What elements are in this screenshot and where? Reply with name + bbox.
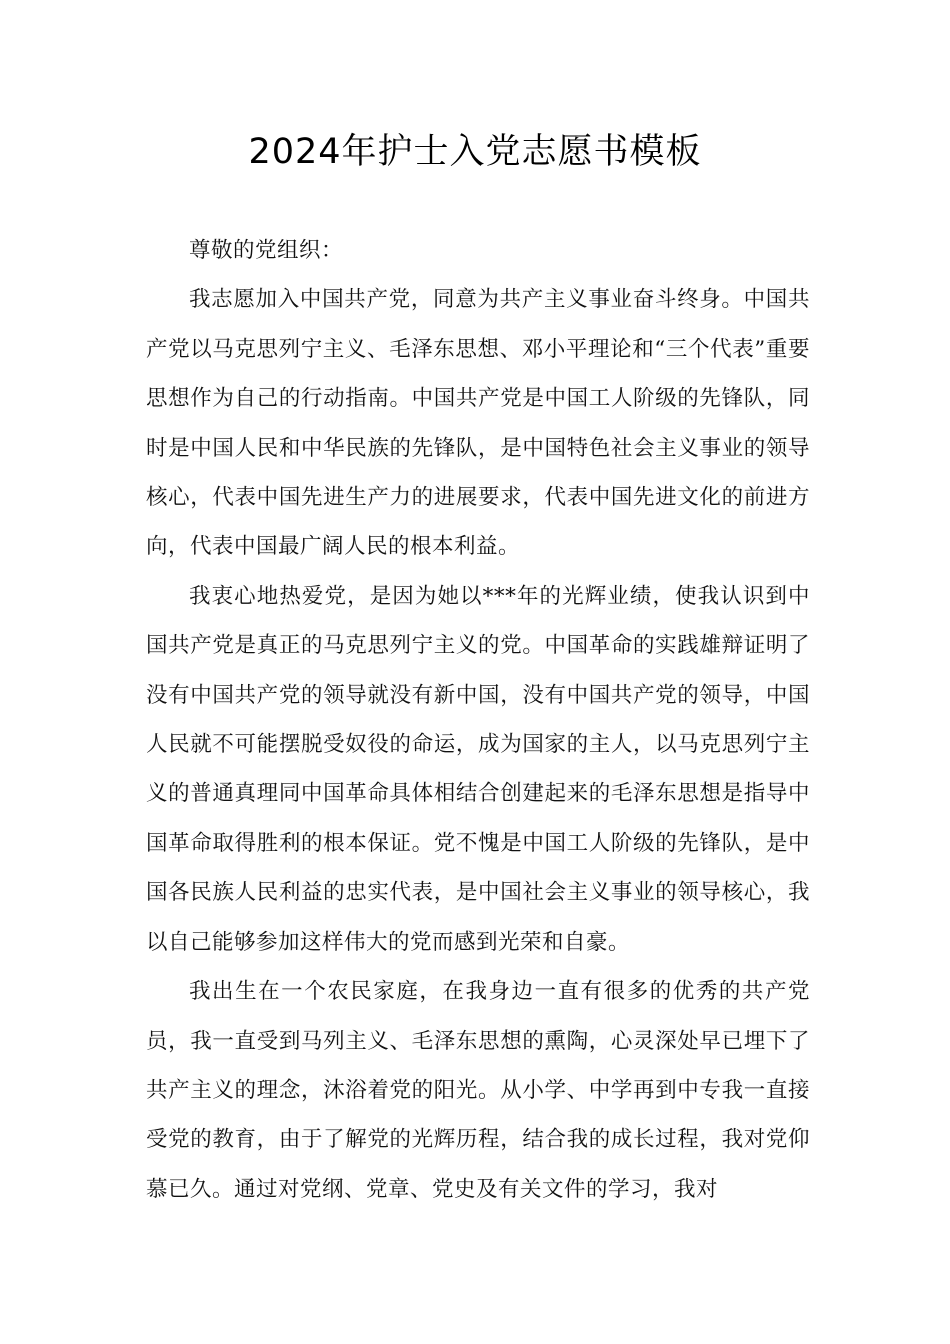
paragraph-1: 我志愿加入中国共产党，同意为共产主义事业奋斗终身。中国共产党以马克思列宁主义、毛泽东思想、邓小平理论和“三个代表”重要思想作为自己的行动指南。中国共产党是中国工人阶级的先锋队，同时是中国人民和中华民族的先锋队，是中国特色社会主义事业的领导核心，代表中国先进生产力的进展要求，代表中国先进文化的前进方向，代表中国最广阔人民的根本利益。 <box>146 287 810 560</box>
document-body <box>146 226 810 1214</box>
paragraph-3: 我出生在一个农民家庭，在我身边一直有很多的优秀的共产党员，我一直受到马列主义、毛泽东思想的熏陶，心灵深处早已埋下了共产主义的理念，沐浴着党的阳光。从小学、中学再到中专我一直接受党的教育，由于了解党的光辉历程，结合我的成长过程，我对党仰慕已久。通过对党纲、党章、党史及有关文件的学习，我对 <box>146 979 810 1202</box>
document-title: 2024年护士入党志愿书模板 <box>248 132 702 172</box>
paragraph-2: 我衷心地热爱党，是因为她以***年的光辉业绩，使我认识到中国共产党是真正的马克思列宁主义的党。中国革命的实践雄辩证明了没有中国共产党的领导就没有新中国，没有中国共产党的领导，中国人民就不可能摆脱受奴役的命运，成为国家的主人，以马克思列宁主义的普通真理同中国革命具体相结合创建起来的毛泽东思想是指导中国革命取得胜利的根本保证。党不愧是中国工人阶级的先锋队，是中国各民族人民利益的忠实代表，是中国社会主义事业的领导核心，我以自己能够参加这样伟大的党而感到光荣和自豪。 <box>146 583 810 955</box>
salutation: 尊敬的党组织： <box>189 238 344 263</box>
